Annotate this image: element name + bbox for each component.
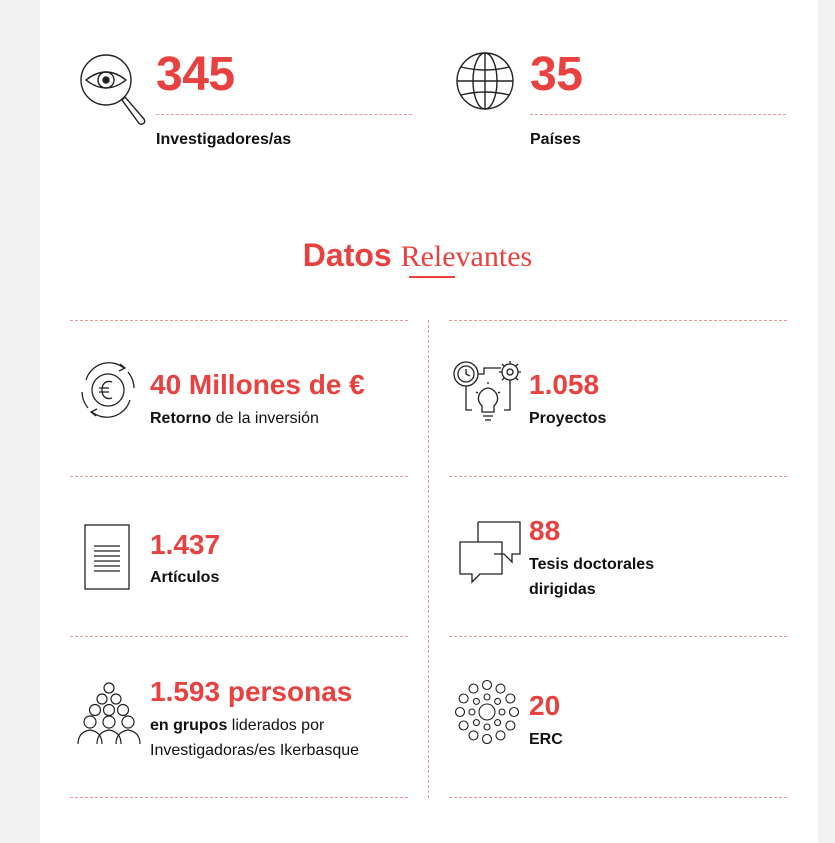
- cell-description-bold: Artículos: [150, 569, 220, 586]
- globe-icon: [454, 50, 516, 117]
- group-people-icon: [76, 680, 142, 751]
- cell-description: [529, 552, 679, 602]
- euro-cycle-icon: [74, 358, 142, 427]
- cell-value: 1.593 personas: [150, 676, 353, 707]
- heading-underline: [409, 276, 455, 278]
- cell-description: [150, 713, 400, 763]
- grid-rule: [449, 320, 787, 321]
- cell-description-rest: liderados por Investigadoras/es Ikerbasque: [150, 717, 360, 759]
- stat-value: 35: [530, 48, 583, 101]
- stat-label: Investigadores/as: [156, 131, 292, 148]
- magnifier-eye-icon: [78, 52, 148, 133]
- divider: [156, 114, 412, 115]
- cell-description: [529, 727, 779, 752]
- grid-vertical-rule: [428, 320, 429, 798]
- cell-description-bold: en grupos: [150, 717, 228, 734]
- stat-value: 345: [156, 48, 235, 101]
- cell-value: 88: [529, 515, 561, 546]
- cell-description: [150, 565, 400, 590]
- stat-label: Países: [530, 131, 581, 148]
- cell-description: [529, 406, 779, 431]
- grid-rule: [449, 476, 787, 477]
- cell-description-bold: Proyectos: [529, 410, 607, 427]
- divider: [530, 114, 786, 115]
- cell-description-bold: Retorno: [150, 410, 212, 427]
- gears-idea-icon: [452, 358, 524, 437]
- grid-rule: [70, 476, 408, 477]
- cell-description: [150, 406, 410, 431]
- cell-value: 20: [529, 690, 561, 721]
- section-heading: [0, 235, 835, 277]
- document-icon: [84, 524, 130, 595]
- cell-value: 40 Millones de €: [150, 369, 365, 400]
- cell-description-bold: Tesis doctorales dirigidas: [529, 556, 655, 598]
- cell-value: 1.437: [150, 529, 221, 560]
- grid-rule: [70, 636, 408, 637]
- heading-light: Relevantes: [400, 240, 533, 273]
- cell-description-bold: ERC: [529, 731, 563, 748]
- grid-rule: [70, 797, 408, 798]
- heading-bold: Datos: [302, 237, 392, 273]
- grid-rule: [70, 320, 408, 321]
- cell-value: 1.058: [529, 369, 600, 400]
- bead-ring-icon: [455, 680, 519, 749]
- cell-description-rest: de la inversión: [211, 410, 319, 427]
- chat-bubbles-icon: [456, 520, 524, 591]
- grid-rule: [449, 636, 787, 637]
- grid-rule: [449, 797, 787, 798]
